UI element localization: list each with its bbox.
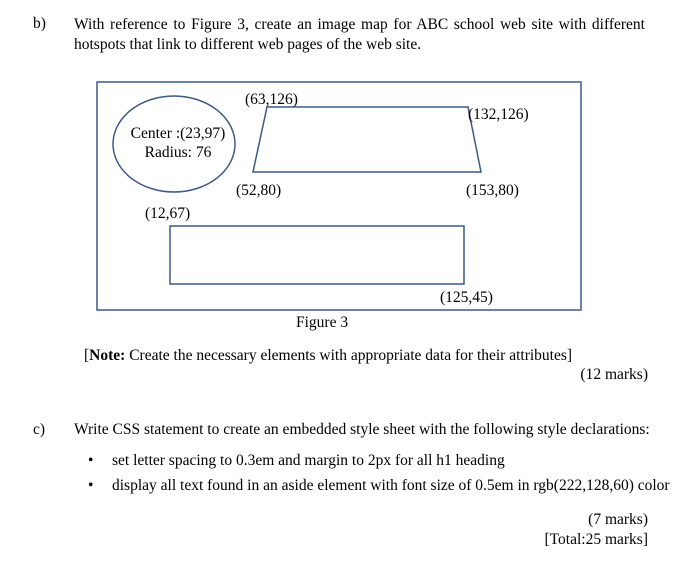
list-item xyxy=(88,451,670,471)
trapezoid-hotspot-shape xyxy=(253,107,481,172)
figure-caption: Figure 3 xyxy=(296,314,349,331)
circle-radius-label: Radius: 76 xyxy=(144,144,212,161)
trapezoid-bottom-right-label: (153,80) xyxy=(466,182,519,199)
trapezoid-top-left-label: (63,126) xyxy=(245,91,298,108)
list-item xyxy=(88,476,670,496)
question-marker-c: c) xyxy=(33,421,46,438)
note-open-bracket: [ xyxy=(84,347,90,364)
rectangle-bottom-right-label: (125,45) xyxy=(440,289,493,306)
marks-b: (12 marks) xyxy=(580,366,648,383)
style-declarations-list xyxy=(88,451,670,501)
question-b-text: With reference to Figure 3, create an image map for ABC school web site with different hotspots that link to different web pages of the web site. xyxy=(74,16,645,53)
question-c-text: Write CSS statement to create an embedded style sheet with the following style declarations: xyxy=(74,421,650,438)
bullet-text: display all text found in an aside element with font size of 0.5em in rgb(222,128,60) color xyxy=(112,477,670,494)
bullet-text: set letter spacing to 0.3em and margin to 2px for all h1 heading xyxy=(112,452,505,469)
bullet-icon: • xyxy=(88,452,94,469)
trapezoid-top-right-label: (132,126) xyxy=(468,106,529,123)
rectangle-top-left-label: (12,67) xyxy=(145,205,191,222)
rectangle-hotspot-shape xyxy=(170,226,464,284)
bullet-icon: • xyxy=(88,477,94,494)
note-bold-label: Note: xyxy=(89,347,126,364)
total-marks: [Total:25 marks] xyxy=(544,531,648,548)
circle-center-label: Center :(23,97) xyxy=(130,125,226,142)
question-marker-b: b) xyxy=(33,15,46,32)
note-body: Create the necessary elements with appropriate data for their attributes] xyxy=(125,347,573,364)
trapezoid-bottom-left-label: (52,80) xyxy=(236,182,282,199)
marks-c: (7 marks) xyxy=(588,511,648,528)
note-text xyxy=(84,347,572,365)
